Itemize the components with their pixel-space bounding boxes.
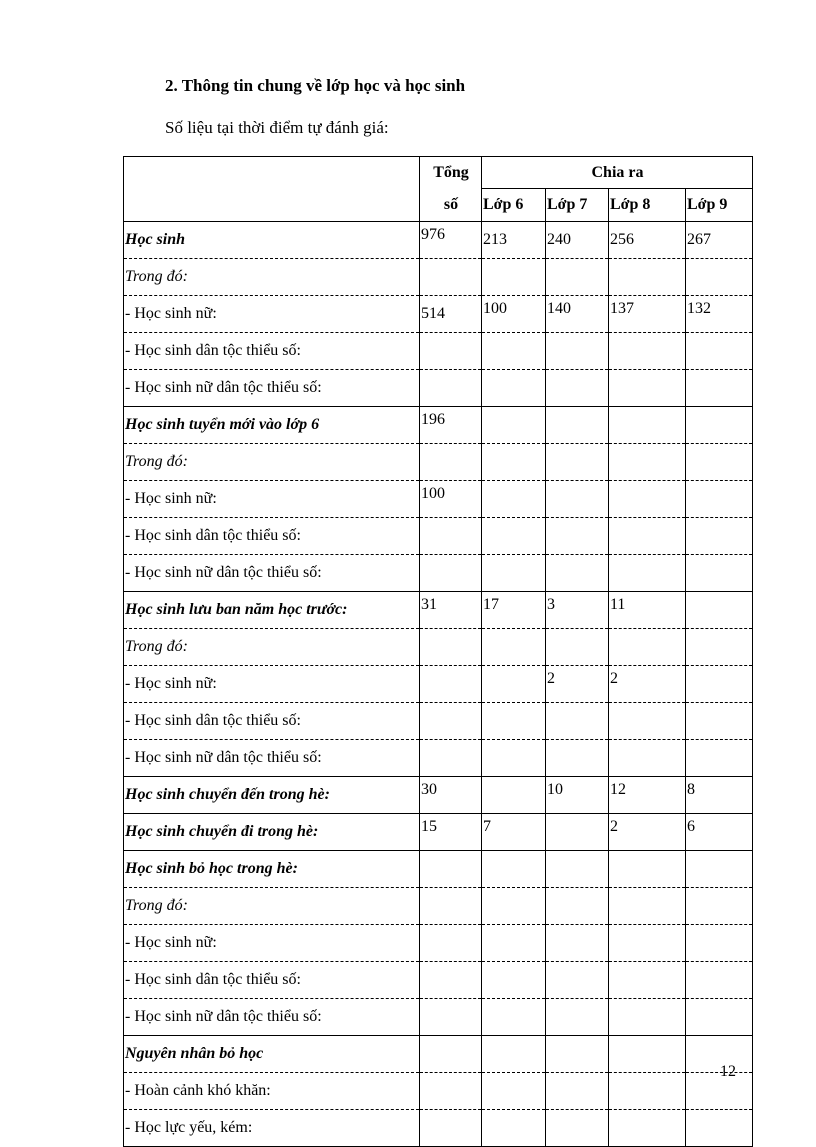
cell-class-9	[686, 925, 753, 962]
cell-class-6	[482, 555, 546, 592]
cell-class-7	[546, 1073, 609, 1110]
cell-total: 976	[420, 222, 482, 259]
cell-class-9	[686, 1036, 753, 1073]
cell-total	[420, 555, 482, 592]
cell-class-7	[546, 333, 609, 370]
cell-class-8	[609, 703, 686, 740]
row-label: - Học sinh dân tộc thiểu số:	[124, 333, 420, 370]
cell-class-8: 137	[609, 296, 686, 333]
section-subheading: Số liệu tại thời điểm tự đánh giá:	[165, 118, 389, 137]
cell-class-8	[609, 740, 686, 777]
table-row	[124, 925, 753, 962]
table-row	[124, 888, 753, 925]
header-chia-ra: Chia ra	[482, 157, 753, 189]
cell-class-8	[609, 333, 686, 370]
cell-class-7	[546, 888, 609, 925]
header-blank-cell-2	[124, 189, 420, 222]
cell-class-8	[609, 1036, 686, 1073]
row-label: Học sinh bỏ học trong hè:	[124, 851, 420, 888]
cell-total	[420, 518, 482, 555]
cell-class-7	[546, 518, 609, 555]
cell-class-6	[482, 629, 546, 666]
cell-class-6	[482, 407, 546, 444]
cell-class-8	[609, 999, 686, 1036]
cell-class-7	[546, 370, 609, 407]
row-label: Học sinh lưu ban năm học trước:	[124, 592, 420, 629]
row-label: - Học sinh dân tộc thiểu số:	[124, 703, 420, 740]
cell-class-7	[546, 555, 609, 592]
cell-total	[420, 962, 482, 999]
header-blank-cell	[124, 157, 420, 189]
row-label: Học sinh chuyển đi trong hè:	[124, 814, 420, 851]
cell-class-9	[686, 592, 753, 629]
cell-class-7: 240	[546, 222, 609, 259]
cell-class-6	[482, 740, 546, 777]
header-class-8: Lớp 8	[609, 189, 686, 222]
cell-class-6	[482, 999, 546, 1036]
row-label: Học sinh chuyển đến trong hè:	[124, 777, 420, 814]
cell-total	[420, 370, 482, 407]
cell-class-9: 8	[686, 777, 753, 814]
cell-class-6	[482, 925, 546, 962]
cell-class-8	[609, 629, 686, 666]
header-tong-top: Tổng	[420, 157, 482, 189]
table-row	[124, 740, 753, 777]
cell-class-9	[686, 999, 753, 1036]
cell-class-6	[482, 888, 546, 925]
cell-class-9	[686, 333, 753, 370]
cell-class-8: 2	[609, 666, 686, 703]
table-row	[124, 370, 753, 407]
cell-class-6	[482, 481, 546, 518]
cell-class-7	[546, 999, 609, 1036]
cell-total	[420, 1110, 482, 1147]
table-row	[124, 666, 753, 703]
cell-total	[420, 888, 482, 925]
cell-total: 514	[420, 296, 482, 333]
cell-total	[420, 1073, 482, 1110]
cell-class-9: 132	[686, 296, 753, 333]
row-label: Học sinh tuyển mới vào lớp 6	[124, 407, 420, 444]
cell-class-7	[546, 629, 609, 666]
cell-class-8: 256	[609, 222, 686, 259]
row-label: - Học sinh nữ dân tộc thiểu số:	[124, 740, 420, 777]
student-stats-table	[123, 156, 753, 1147]
cell-total	[420, 444, 482, 481]
cell-class-8	[609, 1073, 686, 1110]
cell-class-7: 10	[546, 777, 609, 814]
cell-total	[420, 1036, 482, 1073]
row-label: - Học sinh dân tộc thiểu số:	[124, 962, 420, 999]
cell-class-9	[686, 629, 753, 666]
cell-total	[420, 851, 482, 888]
row-label: Trong đó:	[124, 629, 420, 666]
cell-total	[420, 740, 482, 777]
cell-class-7	[546, 851, 609, 888]
table-row	[124, 407, 753, 444]
table-row	[124, 518, 753, 555]
row-label: Trong đó:	[124, 444, 420, 481]
cell-class-7: 3	[546, 592, 609, 629]
cell-class-9	[686, 555, 753, 592]
row-label: - Học sinh nữ:	[124, 481, 420, 518]
cell-class-8	[609, 481, 686, 518]
header-class-7: Lớp 7	[546, 189, 609, 222]
cell-total: 196	[420, 407, 482, 444]
cell-class-6	[482, 962, 546, 999]
cell-class-7	[546, 703, 609, 740]
row-label: Nguyên nhân bỏ học	[124, 1036, 420, 1073]
cell-class-7	[546, 740, 609, 777]
cell-class-9	[686, 407, 753, 444]
table-row	[124, 444, 753, 481]
header-class-9: Lớp 9	[686, 189, 753, 222]
cell-total	[420, 629, 482, 666]
table-row	[124, 333, 753, 370]
table-row	[124, 814, 753, 851]
cell-class-9	[686, 259, 753, 296]
row-label: - Học sinh nữ:	[124, 925, 420, 962]
cell-class-8	[609, 851, 686, 888]
table-header-row-1	[124, 157, 753, 189]
cell-class-7	[546, 1110, 609, 1147]
cell-class-8	[609, 370, 686, 407]
table-row	[124, 222, 753, 259]
header-tong-bottom: số	[420, 189, 482, 222]
table-row	[124, 703, 753, 740]
cell-class-6	[482, 666, 546, 703]
table-header-row-2	[124, 189, 753, 222]
cell-class-7	[546, 259, 609, 296]
cell-class-7	[546, 407, 609, 444]
cell-class-8: 11	[609, 592, 686, 629]
cell-class-9	[686, 1073, 753, 1110]
cell-class-6	[482, 851, 546, 888]
cell-total	[420, 703, 482, 740]
cell-class-9	[686, 888, 753, 925]
header-class-6: Lớp 6	[482, 189, 546, 222]
cell-class-8	[609, 925, 686, 962]
row-label: - Học sinh nữ dân tộc thiểu số:	[124, 370, 420, 407]
cell-class-8	[609, 555, 686, 592]
section-heading: 2. Thông tin chung về lớp học và học sinh	[165, 76, 466, 95]
cell-class-9	[686, 851, 753, 888]
cell-class-9	[686, 370, 753, 407]
cell-class-6	[482, 444, 546, 481]
cell-class-9	[686, 518, 753, 555]
table-row	[124, 1110, 753, 1147]
table-row	[124, 1073, 753, 1110]
cell-class-6	[482, 370, 546, 407]
row-label: - Học lực yếu, kém:	[124, 1110, 420, 1147]
cell-class-6: 100	[482, 296, 546, 333]
cell-total: 15	[420, 814, 482, 851]
cell-class-6: 7	[482, 814, 546, 851]
table-row	[124, 555, 753, 592]
cell-class-9	[686, 481, 753, 518]
row-label: - Học sinh nữ dân tộc thiểu số:	[124, 999, 420, 1036]
row-label: Học sinh	[124, 222, 420, 259]
cell-class-9	[686, 444, 753, 481]
row-label: Trong đó:	[124, 888, 420, 925]
table-row	[124, 481, 753, 518]
row-label: - Học sinh dân tộc thiểu số:	[124, 518, 420, 555]
table-row	[124, 629, 753, 666]
table-row	[124, 592, 753, 629]
table-row	[124, 851, 753, 888]
cell-total	[420, 925, 482, 962]
cell-class-8	[609, 1110, 686, 1147]
cell-class-9	[686, 666, 753, 703]
cell-class-8: 2	[609, 814, 686, 851]
cell-class-9	[686, 962, 753, 999]
cell-total: 100	[420, 481, 482, 518]
cell-class-7	[546, 1036, 609, 1073]
cell-total	[420, 666, 482, 703]
cell-class-8	[609, 444, 686, 481]
cell-class-6	[482, 1073, 546, 1110]
cell-class-9	[686, 740, 753, 777]
cell-class-6	[482, 777, 546, 814]
cell-class-6: 17	[482, 592, 546, 629]
cell-class-7: 2	[546, 666, 609, 703]
cell-total	[420, 259, 482, 296]
cell-class-6	[482, 333, 546, 370]
cell-class-6	[482, 259, 546, 296]
table-row	[124, 296, 753, 333]
row-label: - Học sinh nữ dân tộc thiểu số:	[124, 555, 420, 592]
row-label: Trong đó:	[124, 259, 420, 296]
cell-class-8	[609, 888, 686, 925]
cell-class-9: 6	[686, 814, 753, 851]
cell-class-9	[686, 703, 753, 740]
table-row	[124, 259, 753, 296]
cell-class-8: 12	[609, 777, 686, 814]
cell-class-7	[546, 962, 609, 999]
cell-total: 30	[420, 777, 482, 814]
table-row	[124, 1036, 753, 1073]
cell-class-8	[609, 962, 686, 999]
cell-class-6	[482, 1036, 546, 1073]
cell-class-7	[546, 814, 609, 851]
cell-class-6	[482, 1110, 546, 1147]
row-label: - Học sinh nữ:	[124, 296, 420, 333]
cell-class-8	[609, 259, 686, 296]
cell-total	[420, 999, 482, 1036]
cell-class-7	[546, 481, 609, 518]
cell-class-7	[546, 925, 609, 962]
cell-class-6	[482, 703, 546, 740]
cell-class-7	[546, 444, 609, 481]
cell-class-6: 213	[482, 222, 546, 259]
cell-class-8	[609, 518, 686, 555]
row-label: - Hoàn cảnh khó khăn:	[124, 1073, 420, 1110]
row-label: - Học sinh nữ:	[124, 666, 420, 703]
cell-class-7: 140	[546, 296, 609, 333]
page-number: 12	[720, 1063, 736, 1080]
table-row	[124, 777, 753, 814]
cell-class-9	[686, 1110, 753, 1147]
cell-total: 31	[420, 592, 482, 629]
cell-class-8	[609, 407, 686, 444]
table-row	[124, 999, 753, 1036]
table-row	[124, 962, 753, 999]
cell-class-6	[482, 518, 546, 555]
cell-total	[420, 333, 482, 370]
cell-class-9: 267	[686, 222, 753, 259]
